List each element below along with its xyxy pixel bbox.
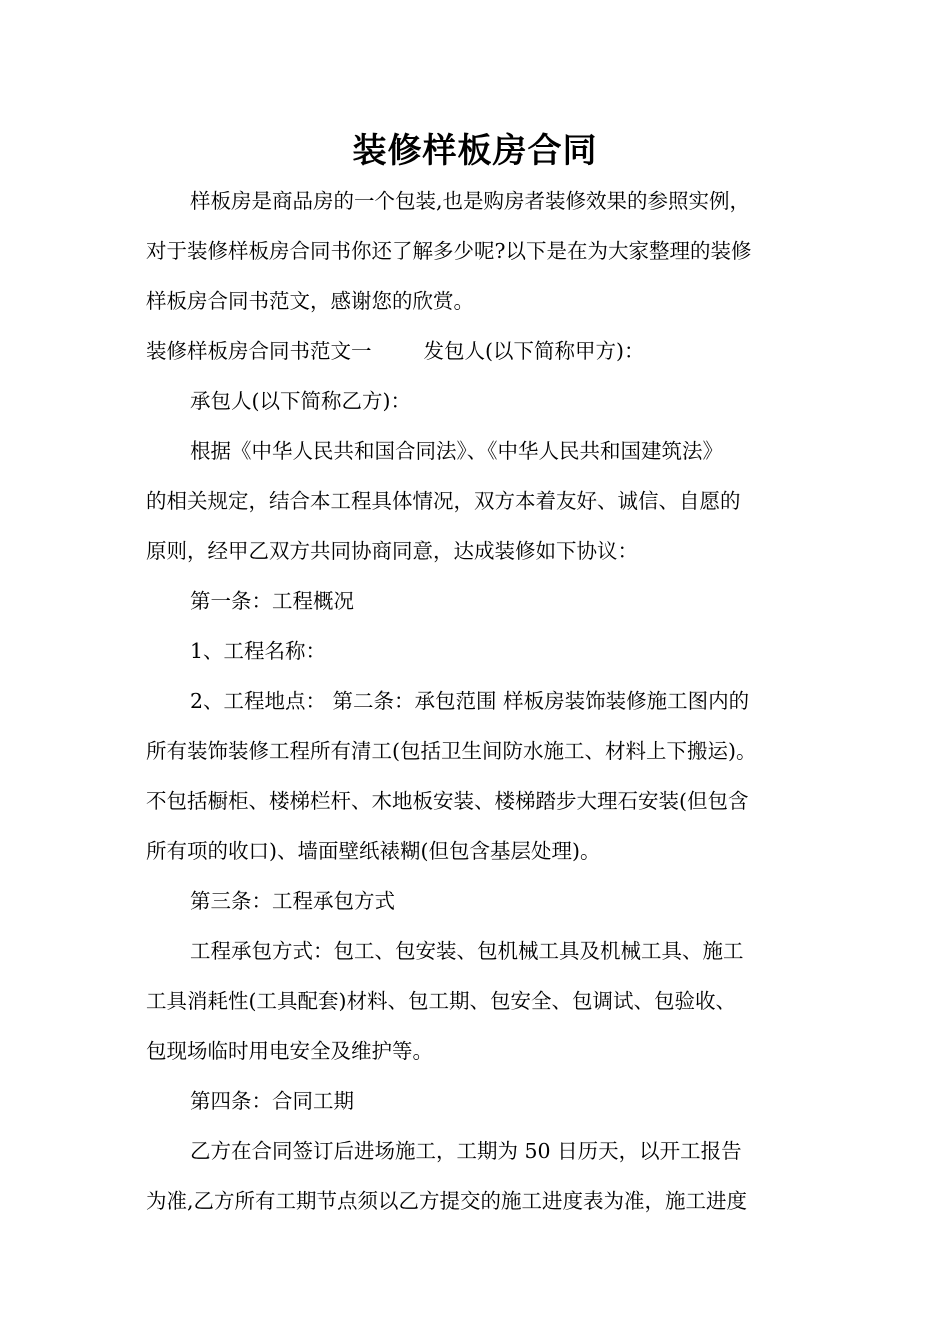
paragraph-line: 工程承包方式：包工、包安装、包机械工具及机械工具、施工 <box>190 939 744 963</box>
paragraph-line: 样板房合同书范文，感谢您的欣赏。 <box>146 289 474 313</box>
paragraph-line: 1、工程名称： <box>190 639 327 663</box>
sample-heading: 装修样板房合同书范文一 <box>146 339 372 363</box>
article-heading: 第三条：工程承包方式 <box>190 889 395 913</box>
paragraph-line: 原则，经甲乙双方共同协商同意，达成装修如下协议： <box>146 539 638 563</box>
paragraph-line: 样板房是商品房的一个包装,也是购房者装修效果的参照实例， <box>190 189 751 213</box>
paragraph-line: 2、工程地点： 第二条：承包范围 样板房装饰装修施工图内的 <box>190 689 750 713</box>
document-body <box>146 176 814 1226</box>
paragraph-line: 所有装饰装修工程所有清工(包括卫生间防水施工、材料上下搬运)。 <box>146 739 757 763</box>
paragraph-line: 不包括橱柜、楼梯栏杆、木地板安装、楼梯踏步大理石安装(但包含 <box>146 789 749 813</box>
paragraph-line: 的相关规定，结合本工程具体情况，双方本着友好、诚信、自愿的 <box>146 489 741 513</box>
paragraph-line: 根据《中华人民共和国合同法》、《中华人民共和国建筑法》 <box>190 439 723 463</box>
paragraph-line: 所有项的收口)、墙面壁纸裱糊(但包含基层处理)。 <box>146 839 601 863</box>
article-heading: 第四条：合同工期 <box>190 1089 354 1113</box>
paragraph-line: 工具消耗性(工具配套)材料、包工期、包安全、包调试、包验收、 <box>146 989 736 1013</box>
document-title: 装修样板房合同 <box>352 131 598 171</box>
paragraph-line: 对于装修样板房合同书你还了解多少呢?以下是在为大家整理的装修 <box>146 239 752 263</box>
sample-heading-line <box>146 326 814 376</box>
paragraph-line: 乙方在合同签订后进场施工，工期为 50 日历天，以开工报告 <box>190 1139 742 1163</box>
article-heading: 第一条：工程概况 <box>190 589 354 613</box>
paragraph-line: 包现场临时用电安全及维护等。 <box>146 1039 433 1063</box>
party-a-label: 发包人(以下简称甲方)： <box>423 339 645 363</box>
paragraph-line: 为准,乙方所有工期节点须以乙方提交的施工进度表为准，施工进度 <box>146 1189 748 1213</box>
party-b-label: 承包人(以下简称乙方)： <box>190 389 411 413</box>
